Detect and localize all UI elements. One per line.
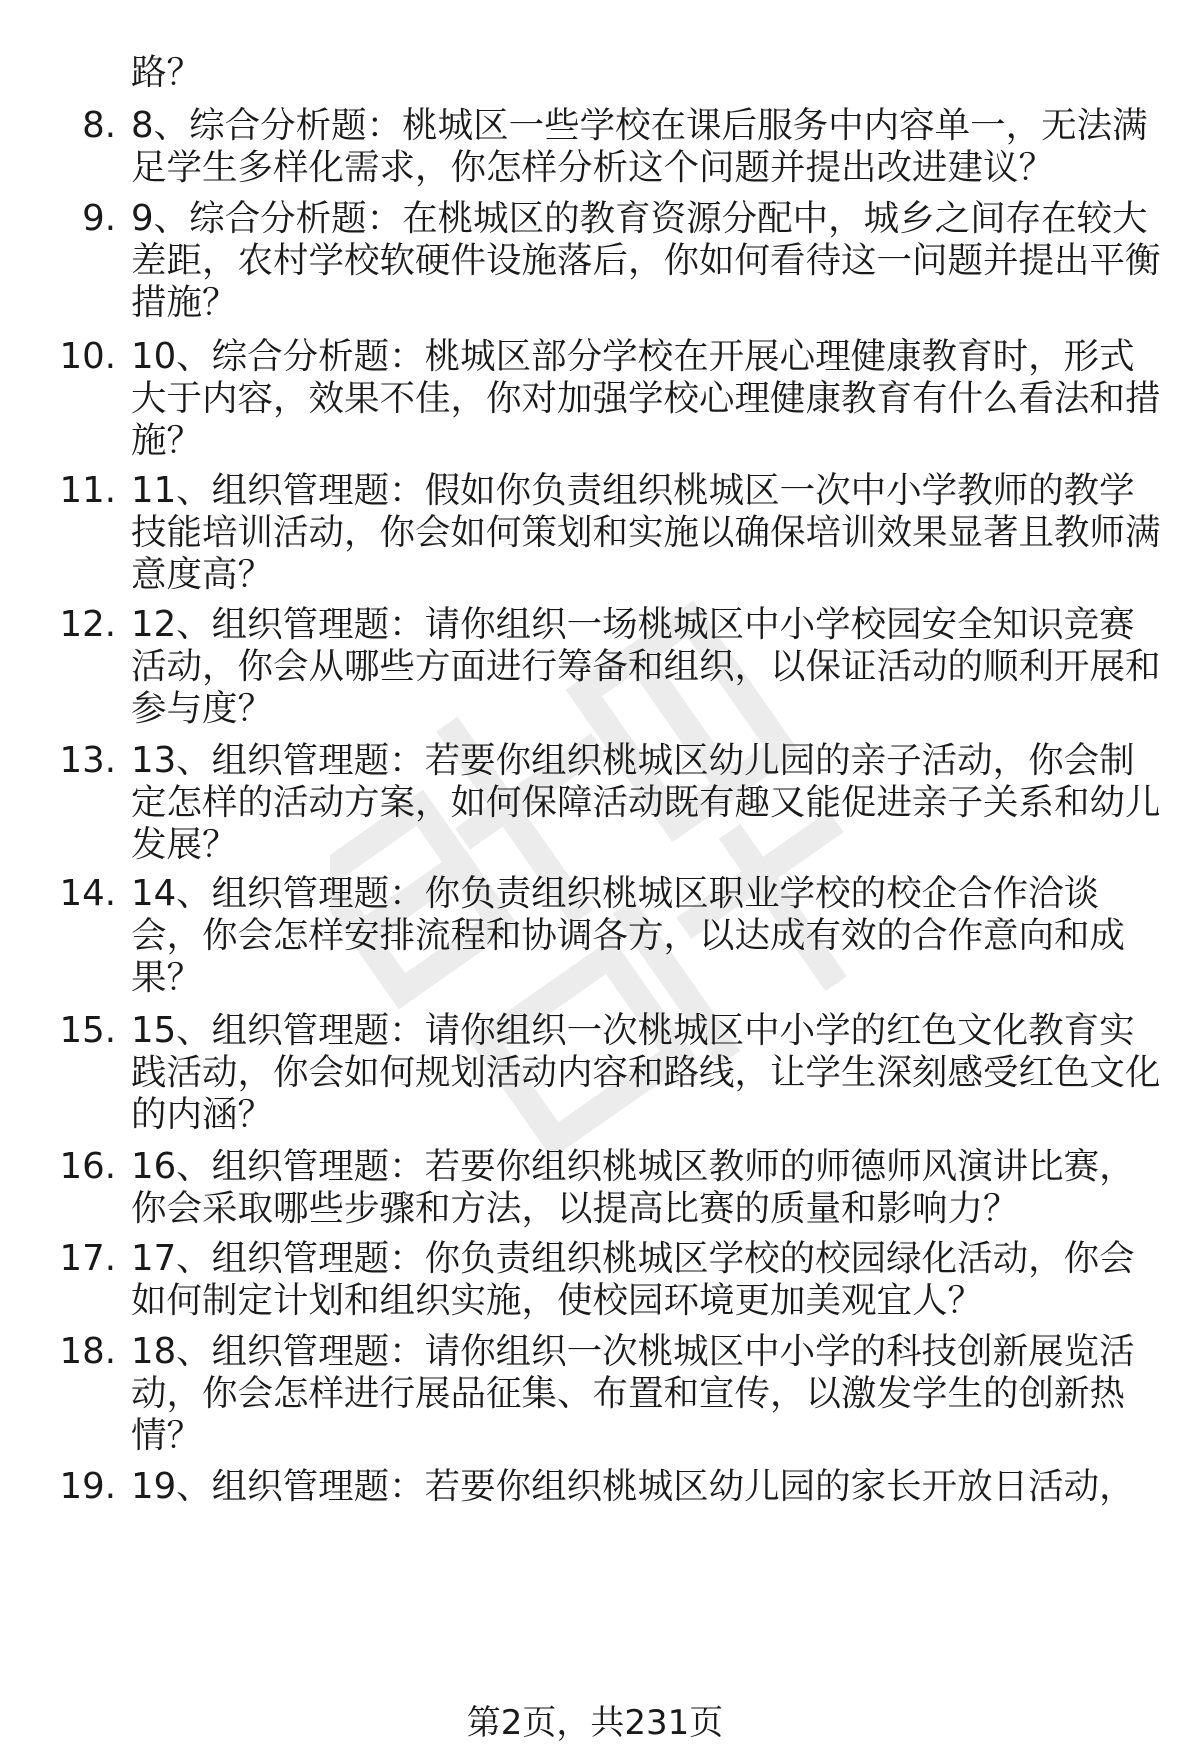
item-text: 13、组织管理题：若要你组织桃城区幼儿园的亲子活动，你会制定怎样的活动方案，如何保障活动既有趣又能促进亲子关系和幼儿发展？ (131, 740, 1161, 865)
list-item (0, 1331, 1190, 1461)
continuation-text: 路？ (131, 52, 203, 93)
item-text: 11、组织管理题：假如你负责组织桃城区一次中小学教师的教学技能培训活动，你会如何策划和实施以确保培训效果显著且教师满意度高？ (131, 470, 1161, 595)
item-number: 18. (59, 1331, 116, 1372)
list-item (0, 470, 1190, 600)
item-number: 10. (59, 336, 116, 377)
list-item (0, 1010, 1190, 1140)
item-text: 17、组织管理题：你负责组织桃城区学校的校园绿化活动，你会如何制定计划和组织实施，使校园环境更加美观宜人？ (131, 1238, 1135, 1321)
list-item (0, 1466, 1190, 1596)
item-number: 16. (59, 1146, 116, 1187)
item-number: 13. (59, 740, 116, 781)
item-number: 11. (59, 470, 116, 511)
item-number: 9. (82, 198, 116, 239)
item-text: 8、综合分析题：桃城区一些学校在课后服务中内容单一，无法满足学生多样化需求，你怎样分析这个问题并提出改进建议？ (131, 105, 1148, 188)
list-item (0, 604, 1190, 734)
item-number: 12. (59, 604, 116, 645)
item-number: 17. (59, 1238, 116, 1279)
item-number: 14. (59, 873, 116, 914)
list-item (0, 198, 1190, 328)
item-text: 18、组织管理题：请你组织一次桃城区中小学的科技创新展览活动，你会怎样进行展品征集、布置和宣传，以激发学生的创新热情？ (131, 1331, 1135, 1456)
item-text: 15、组织管理题：请你组织一次桃城区中小学的红色文化教育实践活动，你会如何规划活动内容和路线，让学生深刻感受红色文化的内涵？ (131, 1010, 1161, 1135)
item-number: 15. (59, 1010, 116, 1051)
item-number: 19. (59, 1466, 116, 1507)
list-item (0, 336, 1190, 466)
item-text: 19、组织管理题：若要你组织桃城区幼儿园的家长开放日活动， (131, 1466, 1135, 1507)
item-text: 10、综合分析题：桃城区部分学校在开展心理健康教育时，形式大于内容，效果不佳，你对加强学校心理健康教育有什么看法和措施？ (131, 336, 1161, 461)
list-item (0, 740, 1190, 870)
item-text: 14、组织管理题：你负责组织桃城区职业学校的校企合作洽谈会，你会怎样安排流程和协调各方，以达成有效的合作意向和成果？ (131, 873, 1126, 998)
item-text: 9、综合分析题：在桃城区的教育资源分配中，城乡之间存在较大差距，农村学校软硬件设施落后，你如何看待这一问题并提出平衡措施？ (131, 198, 1161, 323)
item-text: 16、组织管理题：若要你组织桃城区教师的师德师风演讲比赛，你会采取哪些步骤和方法，以提高比赛的质量和影响力？ (131, 1146, 1135, 1229)
item-number: 8. (82, 105, 116, 146)
page-footer: 第2页，共231页 (466, 1703, 724, 1743)
item-text: 12、组织管理题：请你组织一场桃城区中小学校园安全知识竞赛活动，你会从哪些方面进行筹备和组织，以保证活动的顺利开展和参与度？ (131, 604, 1161, 729)
list-item (0, 873, 1190, 1003)
